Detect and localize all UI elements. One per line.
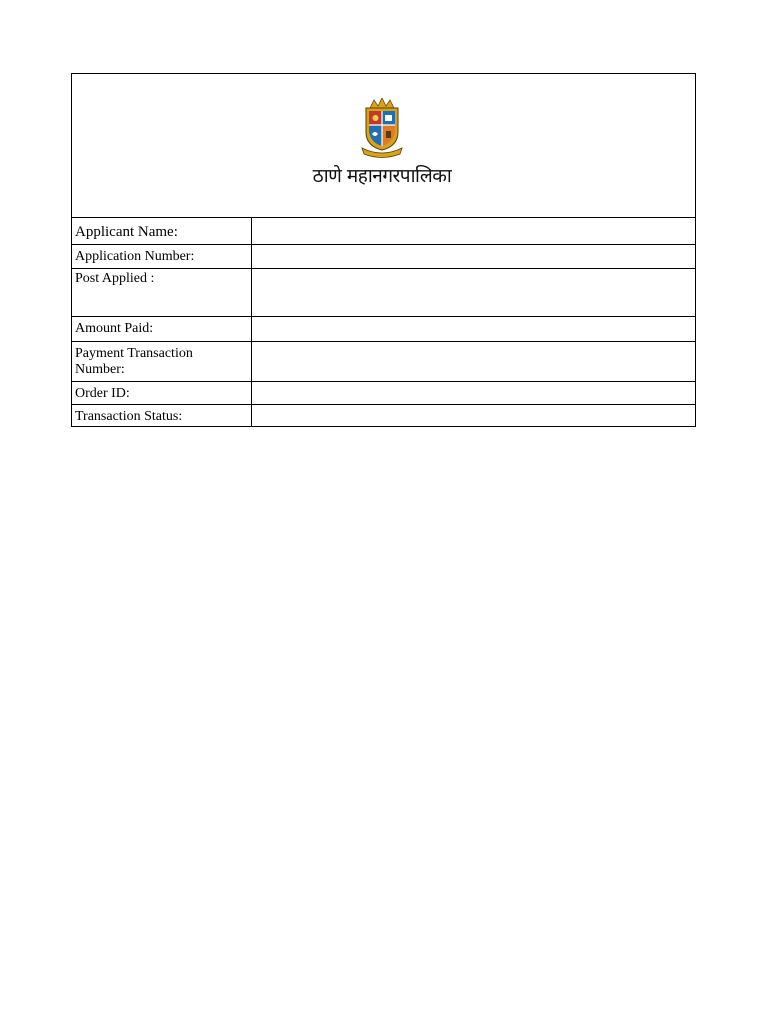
transaction-status-value [253, 405, 695, 431]
emblem-logo [360, 98, 404, 158]
order-id-label: Order ID: [72, 382, 252, 404]
field-row-applicant-name [72, 218, 695, 245]
field-row-post-applied [72, 269, 695, 317]
organization-name: ठाणे महानगरपालिका [312, 165, 452, 187]
field-row-amount-paid [72, 317, 695, 342]
amount-paid-label: Amount Paid: [72, 317, 252, 341]
payment-transaction-number-value [253, 342, 695, 385]
amount-paid-value [253, 317, 695, 345]
applicant-name-value [253, 218, 695, 248]
post-applied-value [253, 269, 695, 320]
post-applied-label: Post Applied : [72, 269, 252, 316]
field-row-order-id [72, 382, 695, 405]
application-number-label: Application Number: [72, 245, 252, 268]
payment-receipt-form [71, 73, 696, 427]
field-row-payment-transaction-number [72, 342, 695, 382]
payment-transaction-number-label: Payment Transaction Number: [72, 342, 252, 381]
field-row-application-number [72, 245, 695, 269]
application-number-value [253, 245, 695, 272]
transaction-status-label: Transaction Status: [72, 405, 252, 427]
form-header [72, 74, 695, 218]
applicant-name-label: Applicant Name: [72, 218, 252, 244]
field-row-transaction-status [72, 405, 695, 427]
